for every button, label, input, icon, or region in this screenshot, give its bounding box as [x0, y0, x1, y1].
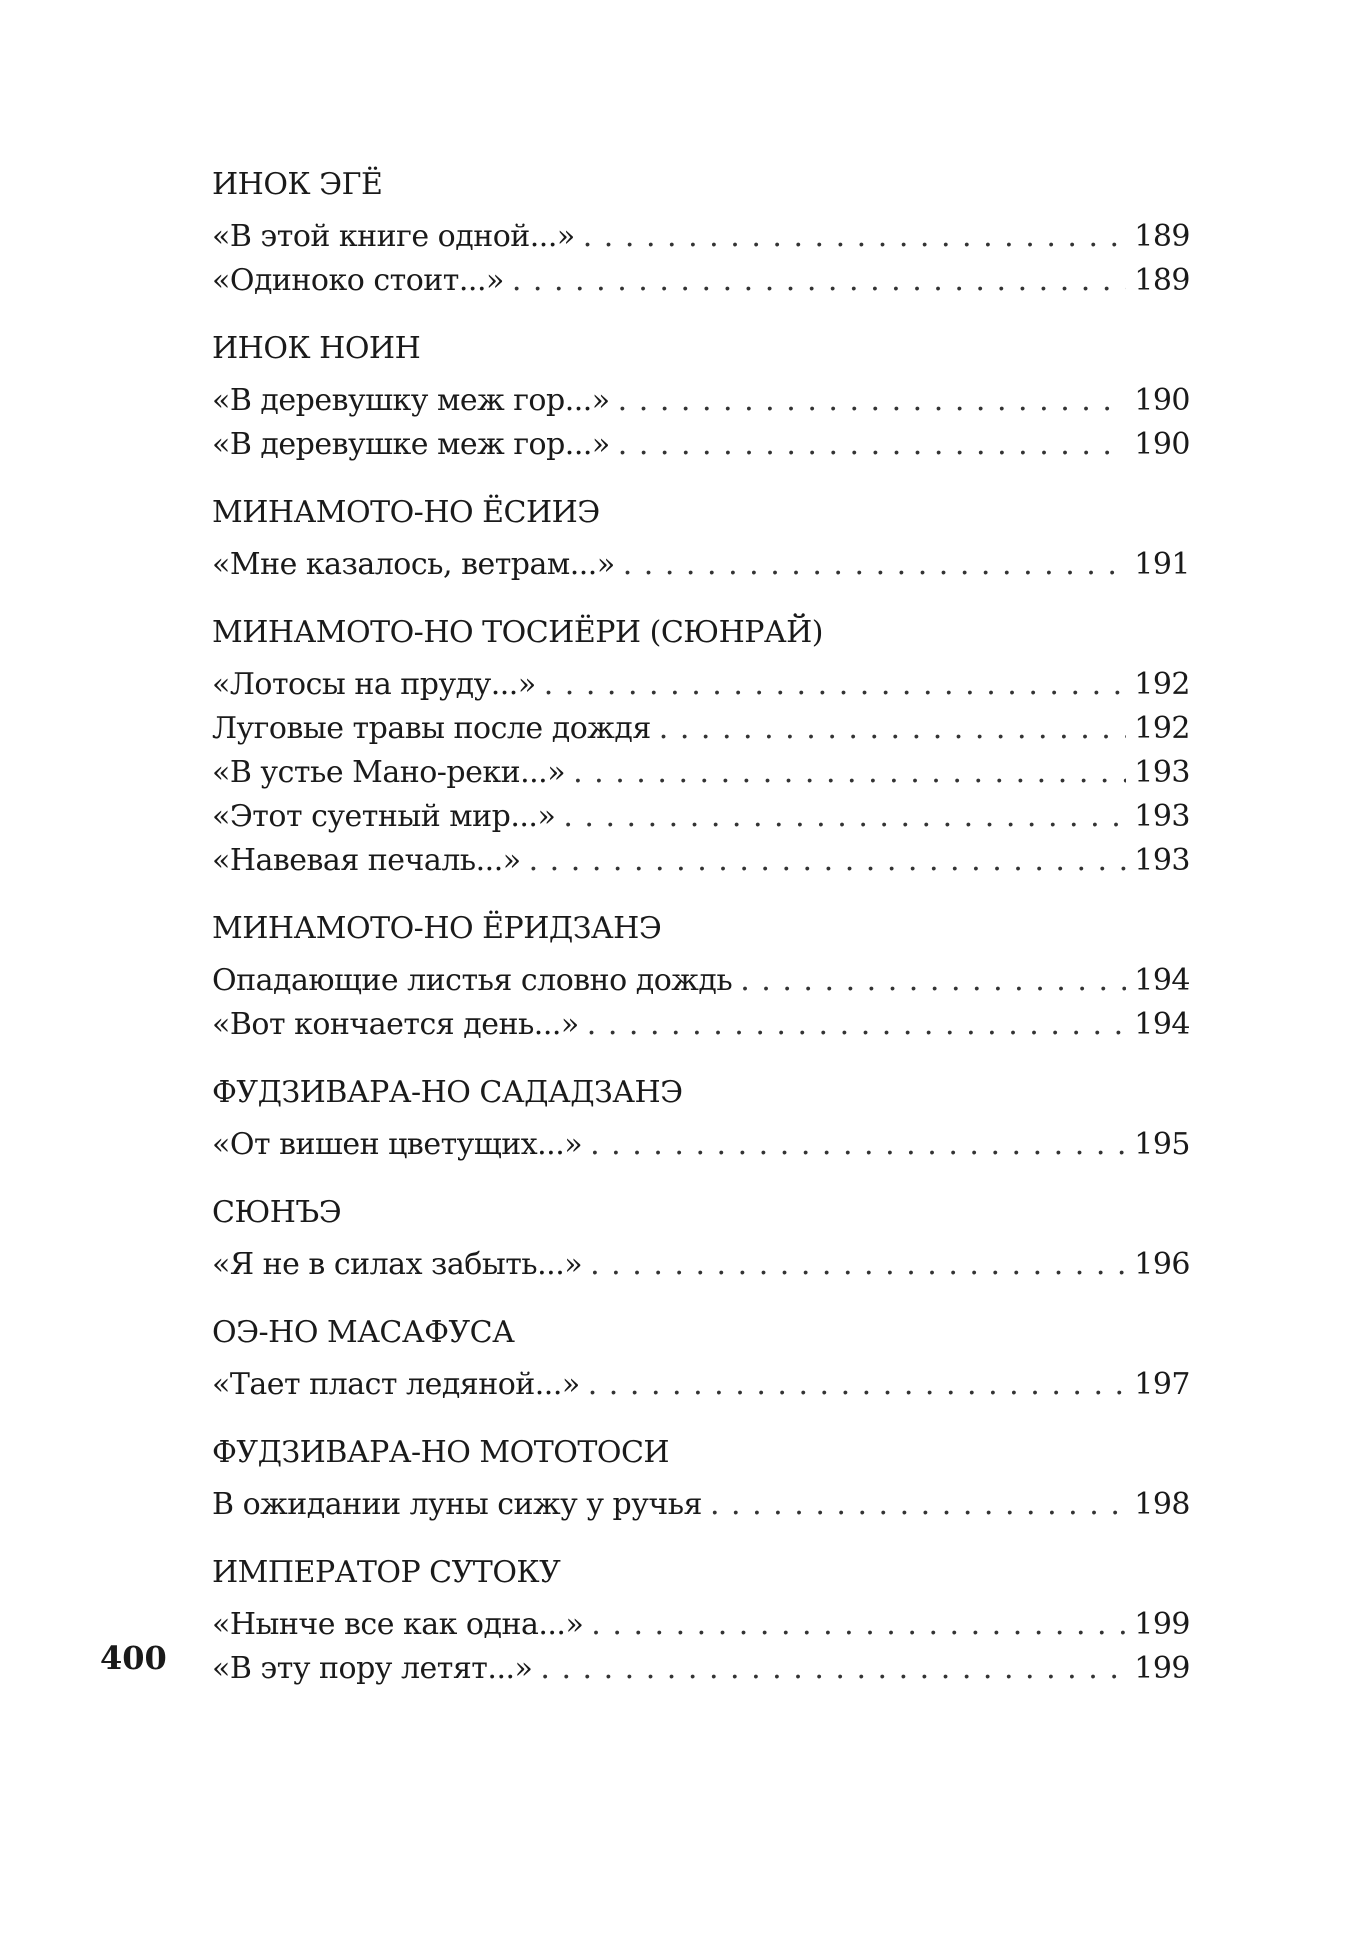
entry-page-number: 197 — [1134, 1367, 1190, 1402]
entry-page-number: 195 — [1134, 1127, 1190, 1162]
entry-page-number: 189 — [1134, 219, 1190, 254]
entry-title: «Вот кончается день...» — [212, 1007, 579, 1042]
toc-entry — [212, 1363, 1190, 1407]
toc-entry — [212, 1123, 1190, 1167]
toc-entry — [212, 1483, 1190, 1527]
dot-leader — [740, 959, 1126, 1003]
section-author-heading: СЮНЪЭ — [212, 1195, 342, 1230]
entry-title: «Нынче все как одна...» — [212, 1607, 584, 1642]
toc-section — [212, 163, 1190, 303]
entry-title: «Одиноко стоит...» — [212, 263, 504, 298]
dot-leader — [590, 1243, 1126, 1287]
entry-title: «В деревушке меж гор...» — [212, 427, 610, 462]
toc-section — [212, 907, 1190, 1047]
section-author-heading: ИНОК НОИН — [212, 331, 421, 366]
dot-leader — [710, 1483, 1126, 1527]
entry-title: «От вишен цветущих...» — [212, 1127, 583, 1162]
entry-title: «В устье Мано-реки...» — [212, 755, 566, 790]
entry-title: «Этот суетный мир...» — [212, 799, 556, 834]
section-author-heading: МИНАМОТО-НО ТОСИЁРИ (СЮНРАЙ) — [212, 615, 824, 650]
entry-page-number: 193 — [1134, 799, 1190, 834]
dot-leader — [618, 423, 1126, 467]
entry-title: Луговые травы после дождя — [212, 711, 651, 746]
entry-page-number: 191 — [1134, 547, 1190, 582]
toc-entry — [212, 663, 1190, 707]
section-author-heading: МИНАМОТО-НО ЁРИДЗАНЭ — [212, 911, 662, 946]
toc-entry — [212, 543, 1190, 587]
entry-title: «В деревушку меж гор...» — [212, 383, 610, 418]
entry-page-number: 196 — [1134, 1247, 1190, 1282]
dot-leader — [583, 215, 1127, 259]
toc-entry — [212, 1603, 1190, 1647]
toc-entry — [212, 1647, 1190, 1691]
section-author-heading: ФУДЗИВАРА-НО МОТОТОСИ — [212, 1435, 670, 1470]
toc-section — [212, 1431, 1190, 1527]
toc-section — [212, 611, 1190, 883]
section-author-heading: ФУДЗИВАРА-НО САДАДЗАНЭ — [212, 1075, 683, 1110]
entry-title: «В эту пору летят...» — [212, 1651, 533, 1686]
section-author-heading: ИМПЕРАТОР СУТОКУ — [212, 1555, 561, 1590]
dot-leader — [623, 543, 1127, 587]
entry-page-number: 192 — [1134, 711, 1190, 746]
entry-title: Опадающие листья словно дождь — [212, 963, 733, 998]
section-author-heading: ОЭ-НО МАСАФУСА — [212, 1315, 515, 1350]
toc-section — [212, 491, 1190, 587]
entry-page-number: 192 — [1134, 667, 1190, 702]
toc-entry — [212, 215, 1190, 259]
entry-title: «Лотосы на пруду...» — [212, 667, 536, 702]
dot-leader — [573, 751, 1126, 795]
toc-entry — [212, 707, 1190, 751]
entry-page-number: 199 — [1134, 1651, 1190, 1686]
entry-title: «Я не в силах забыть...» — [212, 1247, 583, 1282]
entry-page-number: 194 — [1134, 1007, 1190, 1042]
table-of-contents — [212, 163, 1190, 1691]
page-number: 400 — [100, 1639, 167, 1677]
entry-page-number: 189 — [1134, 263, 1190, 298]
dot-leader — [540, 1647, 1126, 1691]
toc-section — [212, 1071, 1190, 1167]
toc-section — [212, 327, 1190, 467]
dot-leader — [544, 663, 1127, 707]
dot-leader — [591, 1603, 1126, 1647]
entry-page-number: 193 — [1134, 843, 1190, 878]
entry-page-number: 194 — [1134, 963, 1190, 998]
toc-entry — [212, 1243, 1190, 1287]
toc-entry — [212, 379, 1190, 423]
entry-title: В ожидании луны сижу у ручья — [212, 1487, 702, 1522]
dot-leader — [529, 839, 1127, 883]
toc-entry — [212, 423, 1190, 467]
toc-section — [212, 1311, 1190, 1407]
entry-title: «В этой книге одной...» — [212, 219, 575, 254]
toc-section — [212, 1551, 1190, 1691]
dot-leader — [512, 259, 1126, 303]
toc-entry — [212, 751, 1190, 795]
entry-page-number: 199 — [1134, 1607, 1190, 1642]
toc-entry — [212, 1003, 1190, 1047]
toc-entry — [212, 259, 1190, 303]
dot-leader — [563, 795, 1126, 839]
dot-leader — [590, 1123, 1126, 1167]
dot-leader — [588, 1363, 1127, 1407]
dot-leader — [587, 1003, 1126, 1047]
entry-title: «Мне казалось, ветрам...» — [212, 547, 615, 582]
toc-entry — [212, 795, 1190, 839]
toc-section — [212, 1191, 1190, 1287]
toc-entry — [212, 959, 1190, 1003]
section-author-heading: ИНОК ЭГЁ — [212, 167, 383, 202]
dot-leader — [659, 707, 1126, 751]
entry-page-number: 190 — [1134, 427, 1190, 462]
entry-page-number: 198 — [1134, 1487, 1190, 1522]
entry-title: «Тает пласт ледяной...» — [212, 1367, 580, 1402]
section-author-heading: МИНАМОТО-НО ЁСИИЭ — [212, 495, 600, 530]
entry-page-number: 190 — [1134, 383, 1190, 418]
toc-entry — [212, 839, 1190, 883]
entry-title: «Навевая печаль...» — [212, 843, 521, 878]
entry-page-number: 193 — [1134, 755, 1190, 790]
dot-leader — [618, 379, 1127, 423]
